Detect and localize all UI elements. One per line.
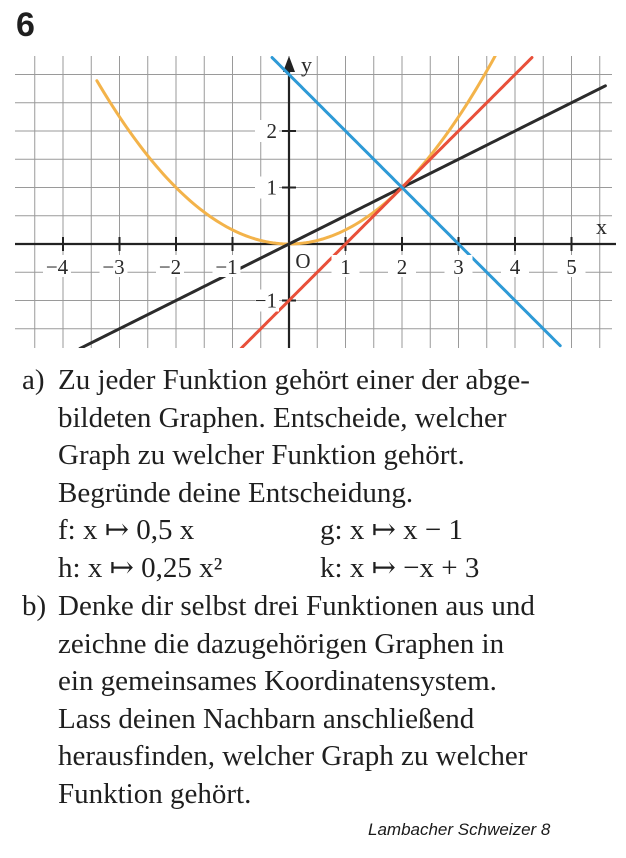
part-b-body bbox=[58, 588, 622, 813]
x-tick-label: 5 bbox=[566, 255, 577, 279]
function-name: h: bbox=[58, 552, 81, 585]
function-map: x ↦ 0,25 x² bbox=[87, 552, 223, 585]
x-tick-label: 3 bbox=[453, 255, 464, 279]
graph-line-black bbox=[80, 86, 605, 349]
function-row bbox=[58, 512, 622, 550]
part-b-line: Denke dir selbst drei Funktionen aus und bbox=[58, 590, 535, 622]
y-tick-label: −1 bbox=[254, 288, 277, 313]
source-credit: Lambacher Schweizer 8 bbox=[368, 820, 551, 839]
x-tick-label: 4 bbox=[509, 255, 521, 279]
y-tick-label: 2 bbox=[266, 119, 277, 143]
function-map: x ↦ 0,5 x bbox=[82, 514, 195, 547]
part-a-line: Zu jeder Funktion gehört einer der abge- bbox=[58, 364, 530, 396]
graph-line-red bbox=[241, 58, 532, 349]
function-map: x ↦ −x + 3 bbox=[349, 552, 480, 585]
part-b-label: b) bbox=[22, 590, 47, 622]
function-name: k: bbox=[320, 552, 343, 585]
x-tick-label: −3 bbox=[102, 255, 125, 279]
part-a-line: Graph zu welcher Funktion gehört. bbox=[58, 439, 465, 471]
function-row bbox=[58, 550, 622, 588]
part-b-line: Funktion gehört. bbox=[58, 777, 252, 810]
part-a bbox=[22, 362, 622, 588]
x-tick-label: −1 bbox=[215, 255, 238, 279]
axis-labels bbox=[43, 52, 607, 313]
origin-label: O bbox=[295, 249, 311, 273]
part-a-body bbox=[58, 362, 622, 588]
graph-curves bbox=[80, 56, 605, 349]
function-name: f: bbox=[58, 514, 76, 547]
x-tick-label: −2 bbox=[158, 255, 182, 279]
y-tick-label: 1 bbox=[266, 175, 277, 200]
function-name: g: bbox=[320, 514, 343, 547]
part-b-line: Lass deinen Nachbarn anschließend bbox=[58, 702, 475, 735]
x-axis-label: x bbox=[596, 214, 607, 239]
y-axis-label: y bbox=[301, 52, 312, 77]
x-tick-label: 1 bbox=[340, 255, 351, 279]
task-text bbox=[22, 362, 622, 813]
function-f bbox=[58, 512, 320, 550]
task-number: 6 bbox=[16, 6, 35, 44]
function-h bbox=[58, 550, 320, 588]
part-a-line: Begründe deine Entscheidung. bbox=[58, 476, 414, 509]
graph-line-blue bbox=[272, 58, 560, 346]
x-tick-label: −4 bbox=[45, 255, 69, 279]
part-a-line: bildeten Graphen. Entscheide, welcher bbox=[58, 401, 507, 434]
x-tick-label: 2 bbox=[396, 255, 408, 279]
part-a-label: a) bbox=[22, 364, 45, 396]
part-b bbox=[22, 588, 622, 813]
function-g bbox=[320, 512, 582, 550]
coordinate-graph bbox=[0, 48, 626, 354]
part-b-line: zeichne die dazugehörigen Graphen in bbox=[58, 627, 505, 660]
part-b-line: ein gemeinsames Koordinatensystem. bbox=[58, 665, 497, 697]
part-b-line: herausfinden, welcher Graph zu welcher bbox=[58, 740, 528, 772]
function-map: x ↦ x − 1 bbox=[349, 514, 463, 547]
function-k bbox=[320, 550, 582, 588]
